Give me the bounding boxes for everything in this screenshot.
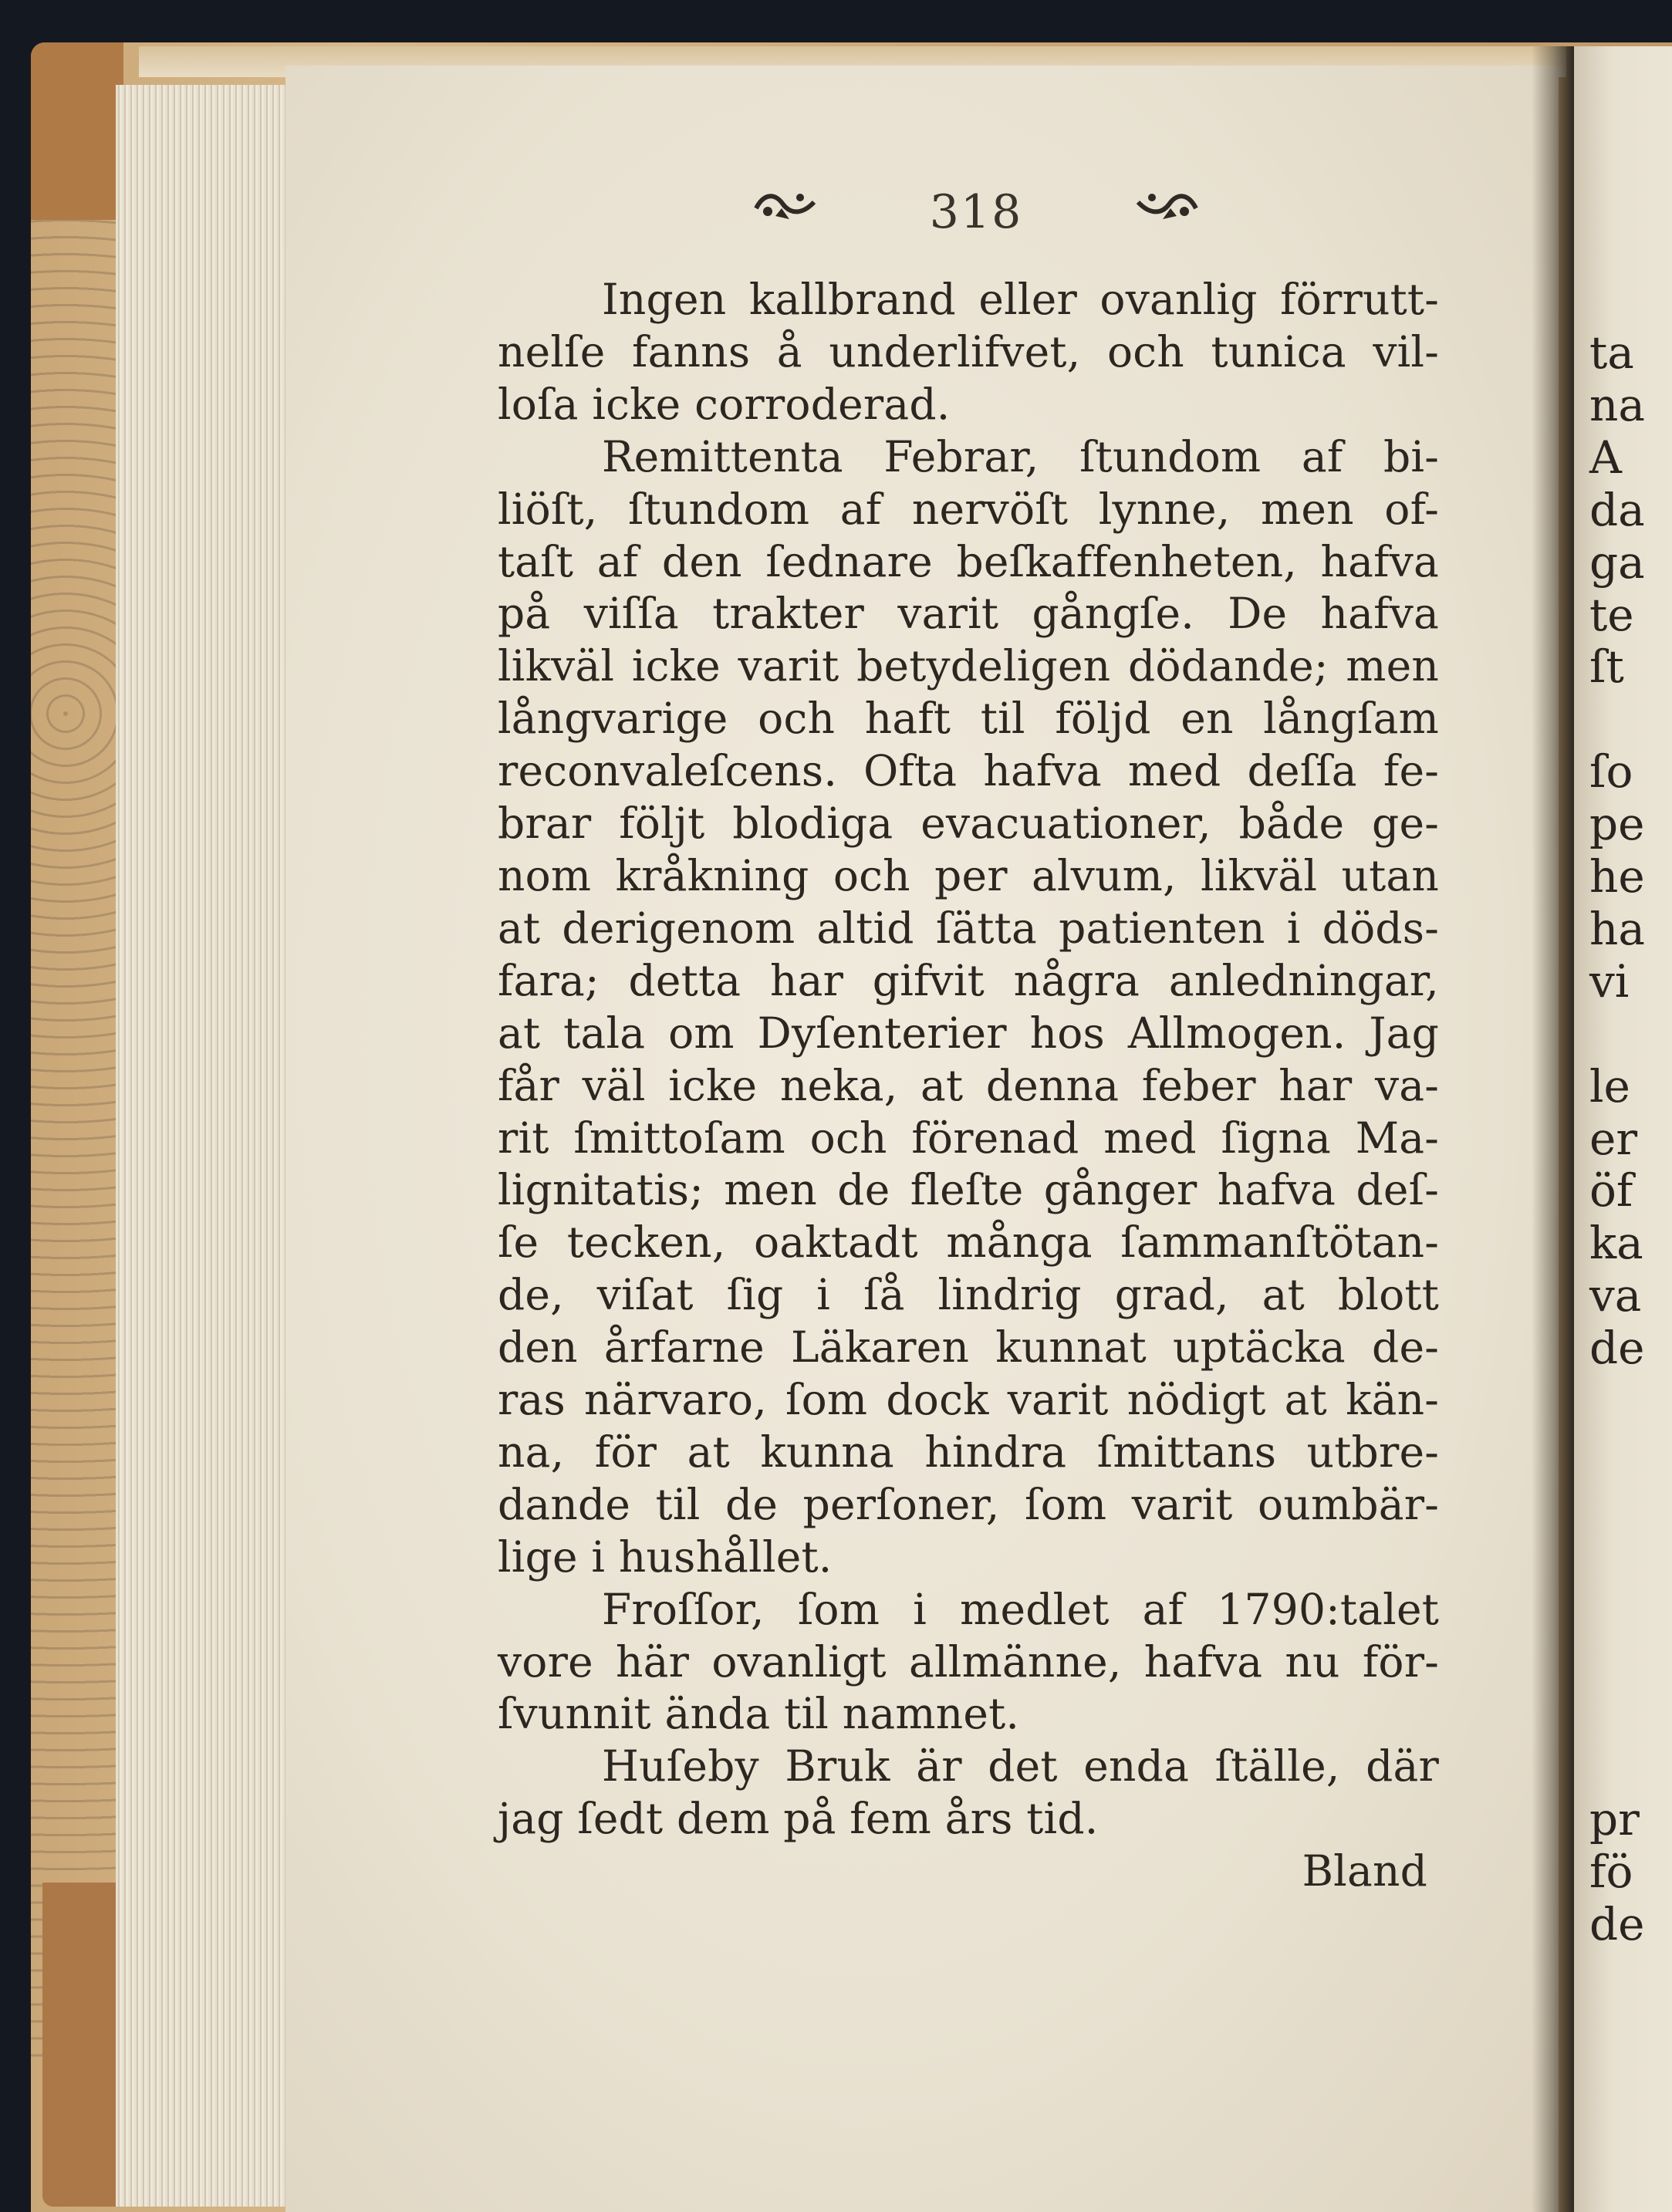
fleuron-right-icon bbox=[1134, 185, 1200, 224]
page-block-edges bbox=[116, 85, 293, 2207]
facing-page-fragment: ga bbox=[1589, 535, 1645, 589]
text-line: liöſt, ſtundom af nervöſt lynne, men of- bbox=[498, 484, 1439, 534]
facing-page-fragment: te bbox=[1589, 588, 1634, 641]
leather-corner-top bbox=[31, 42, 123, 220]
facing-page-fragment: va bbox=[1589, 1269, 1642, 1322]
facing-page-fragment: er bbox=[1589, 1112, 1638, 1165]
facing-page-fragment: A bbox=[1589, 431, 1622, 484]
facing-page-fragment: ka bbox=[1589, 1217, 1643, 1270]
text-line: loſa icke corroderad. bbox=[498, 379, 951, 429]
text-line: ſe tecken, oaktadt många ſammanſtötan- bbox=[498, 1217, 1439, 1268]
text-line: ras närvaro, ſom dock varit nödigt at kän- bbox=[498, 1375, 1439, 1425]
facing-page-fragment: de bbox=[1589, 1322, 1645, 1375]
facing-page-fragment: ſo bbox=[1589, 745, 1633, 799]
text-line: Huſeby Bruk är det enda ſtälle, där bbox=[602, 1741, 1439, 1792]
facing-page-fragment: ha bbox=[1589, 902, 1645, 955]
body-text bbox=[498, 274, 1439, 1898]
text-line: brar följt blodiga evacuationer, både ge- bbox=[498, 799, 1439, 849]
text-line: likväl icke varit betydeligen dödande; men bbox=[498, 641, 1439, 691]
facing-page-fragment: he bbox=[1589, 850, 1645, 903]
text-line: nom kråkning och per alvum, likväl utan bbox=[498, 850, 1439, 900]
facing-page-fragment: de bbox=[1589, 1898, 1645, 1950]
text-line: jag ſedt dem på fem års tid. bbox=[498, 1794, 1099, 1844]
page-header bbox=[752, 185, 1200, 247]
text-line: lige i hushållet. bbox=[498, 1532, 833, 1582]
text-line: på viſſa trakter varit gångſe. De hafva bbox=[498, 589, 1439, 639]
text-line: ſvunnit ända til namnet. bbox=[498, 1689, 1020, 1739]
text-line: rit ſmittoſam och förenad med ſigna Ma- bbox=[498, 1113, 1439, 1163]
text-line: dande til de perſoner, ſom varit oumbär- bbox=[498, 1479, 1439, 1529]
facing-page-fragment: fö bbox=[1589, 1846, 1633, 1899]
text-line: taſt af den ſednare beſkaffenheten, hafva bbox=[498, 536, 1439, 586]
facing-page-fragment: ta bbox=[1589, 326, 1634, 379]
text-line: at tala om Dyſenterier hos Allmogen. Jag bbox=[498, 1008, 1439, 1058]
text-line: den årfarne Läkaren kunnat uptäcka de- bbox=[498, 1322, 1439, 1373]
catchword: Bland bbox=[1302, 1846, 1427, 1896]
text-line: Remittenta Febrar, ſtundom af bi- bbox=[602, 431, 1439, 481]
text-line: na, för at kunna hindra ſmittans utbre- bbox=[498, 1427, 1439, 1477]
facing-page-fragment: le bbox=[1589, 1059, 1630, 1113]
text-line: reconvaleſcens. Ofta hafva med deſſa fe- bbox=[498, 746, 1439, 796]
text-line: vore här ovanligt allmänne, hafva nu för- bbox=[498, 1636, 1439, 1687]
text-line: långvarige och haft til följd en långſam bbox=[498, 694, 1439, 744]
text-line: at derigenom altid ſätta patienten i döds- bbox=[498, 903, 1439, 953]
facing-page-fragment: na bbox=[1589, 378, 1645, 431]
facing-page-fragment: öf bbox=[1589, 1164, 1633, 1217]
text-line: Froſſor, ſom i medlet af 1790:talet bbox=[602, 1584, 1439, 1634]
facing-page-fragment: vi bbox=[1589, 954, 1630, 1008]
facing-page-fragment: ſt bbox=[1589, 640, 1624, 694]
text-line: nelſe fanns å underlifvet, och tunica vil- bbox=[498, 326, 1439, 377]
facing-page-fragment: da bbox=[1589, 483, 1645, 536]
facing-page-fragment: pe bbox=[1589, 798, 1645, 851]
text-line: Ingen kallbrand eller ovanlig förrutt- bbox=[602, 275, 1439, 324]
text-line: fara; detta har gifvit några anledningar, bbox=[498, 955, 1439, 1005]
text-line: lignitatis; men de fleſte gånger hafva deſ- bbox=[498, 1165, 1439, 1215]
book-gutter bbox=[1532, 46, 1574, 2212]
text-line: de, viſat ſig i ſå lindrig grad, at blott bbox=[498, 1270, 1439, 1320]
facing-page-fragment: pr bbox=[1589, 1793, 1640, 1846]
page-number: 318 bbox=[929, 185, 1023, 239]
text-line: får väl icke neka, at denna feber har va- bbox=[498, 1060, 1439, 1110]
